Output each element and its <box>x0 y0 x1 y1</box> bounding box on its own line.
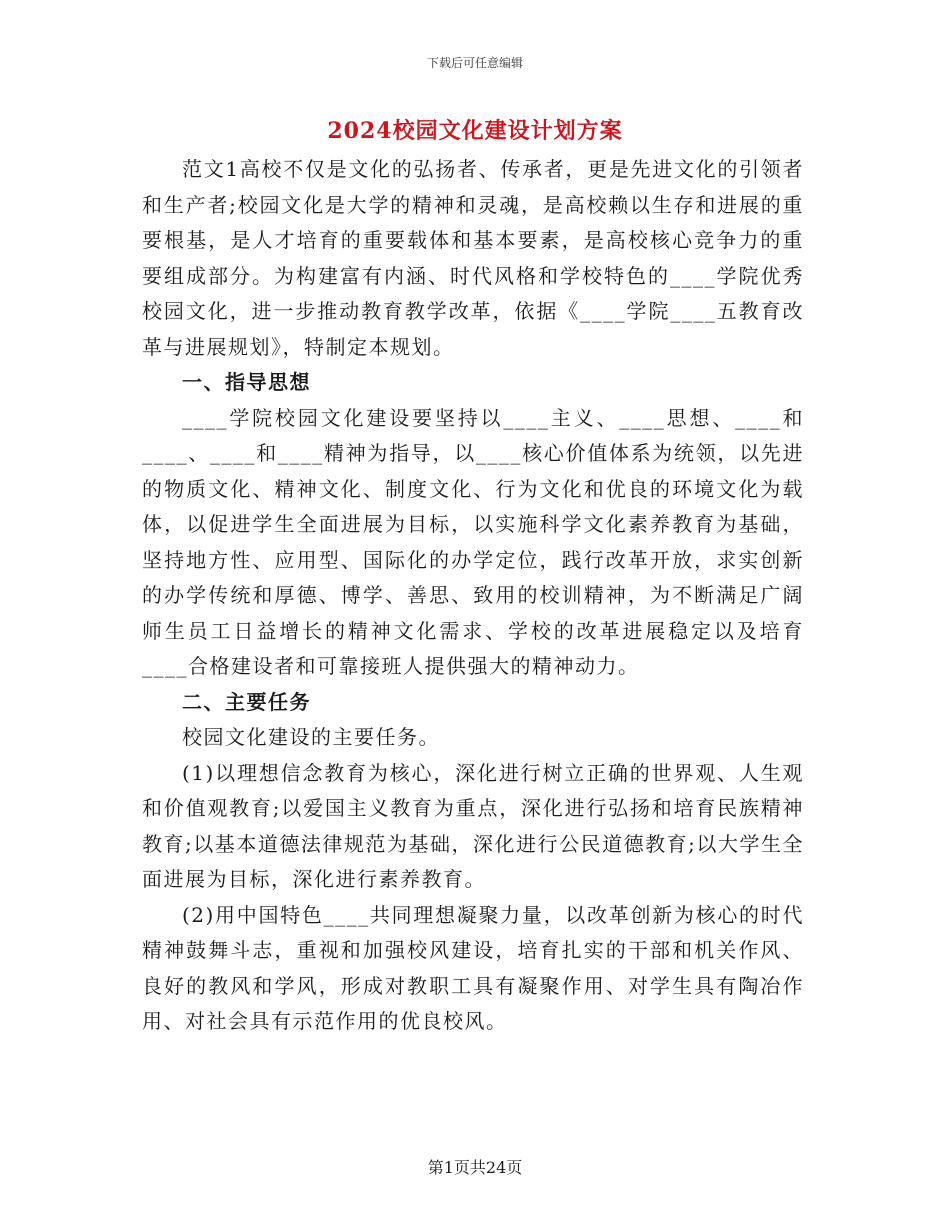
main-tasks-item-1: (1)以理想信念教育为核心，深化进行树立正确的世界观、人生观和价值观教育;以爱国主义教育为重点，深化进行弘扬和培育民族精神教育;以基本道德法律规范为基础，深化进行公民道德教育;以大学生全面进展为目标，深化进行素养教育。 <box>142 760 804 891</box>
page-footer: 第1页共24页 <box>427 1158 523 1177</box>
main-tasks-item-2: (2)用中国特色____共同理想凝聚力量，以改革创新为核心的时代精神鼓舞斗志，重视和加强校风建设，培育扎实的干部和机关作风、良好的教风和学风，形成对教职工具有凝聚作用、对学生具有陶冶作用、对社会具有示范作用的优良校风。 <box>142 902 804 1033</box>
section-heading-main-tasks: 二、主要任务 <box>182 689 311 714</box>
section-heading-guiding-ideology: 一、指导思想 <box>182 370 311 394</box>
main-tasks-intro-paragraph: 校园文化建设的主要任务。 <box>182 725 440 749</box>
document-body <box>142 152 804 1040</box>
document-title: 2024校园文化建设计划方案 <box>327 118 623 144</box>
header-note: 下载后可任意编辑 <box>426 56 523 70</box>
guiding-ideology-paragraph: ____学院校园文化建设要坚持以____主义、____思想、____和____、____和____精神为指导，以____核心价值体系为统领，以先进的物质文化、精神文化、制度文化、行为文化和优良的环境文化为载体，以促进学生全面进展为目标，以实施科学文化素养教育为基础，坚持地方性、应用型、国际化的办学定位，践行改革开放，求实创新的办学传统和厚德、博学、善思、致用的校训精神，为不断满足广阔师生员工日益增长的精神文化需求、学校的改革进展稳定以及培育____合格建设者和可靠接班人提供强大的精神动力。 <box>142 405 804 678</box>
intro-paragraph: 范文1高校不仅是文化的弘扬者、传承者，更是先进文化的引领者和生产者;校园文化是大学的精神和灵魂，是高校赖以生存和进展的重要根基，是人才培育的重要载体和基本要素，是高校核心竞争力的重要组成部分。为构建富有内涵、时代风格和学校特色的____学院优秀校园文化，进一步推动教育教学改革，依据《____学院____五教育改革与进展规划》，特制定本规划。 <box>142 157 804 359</box>
